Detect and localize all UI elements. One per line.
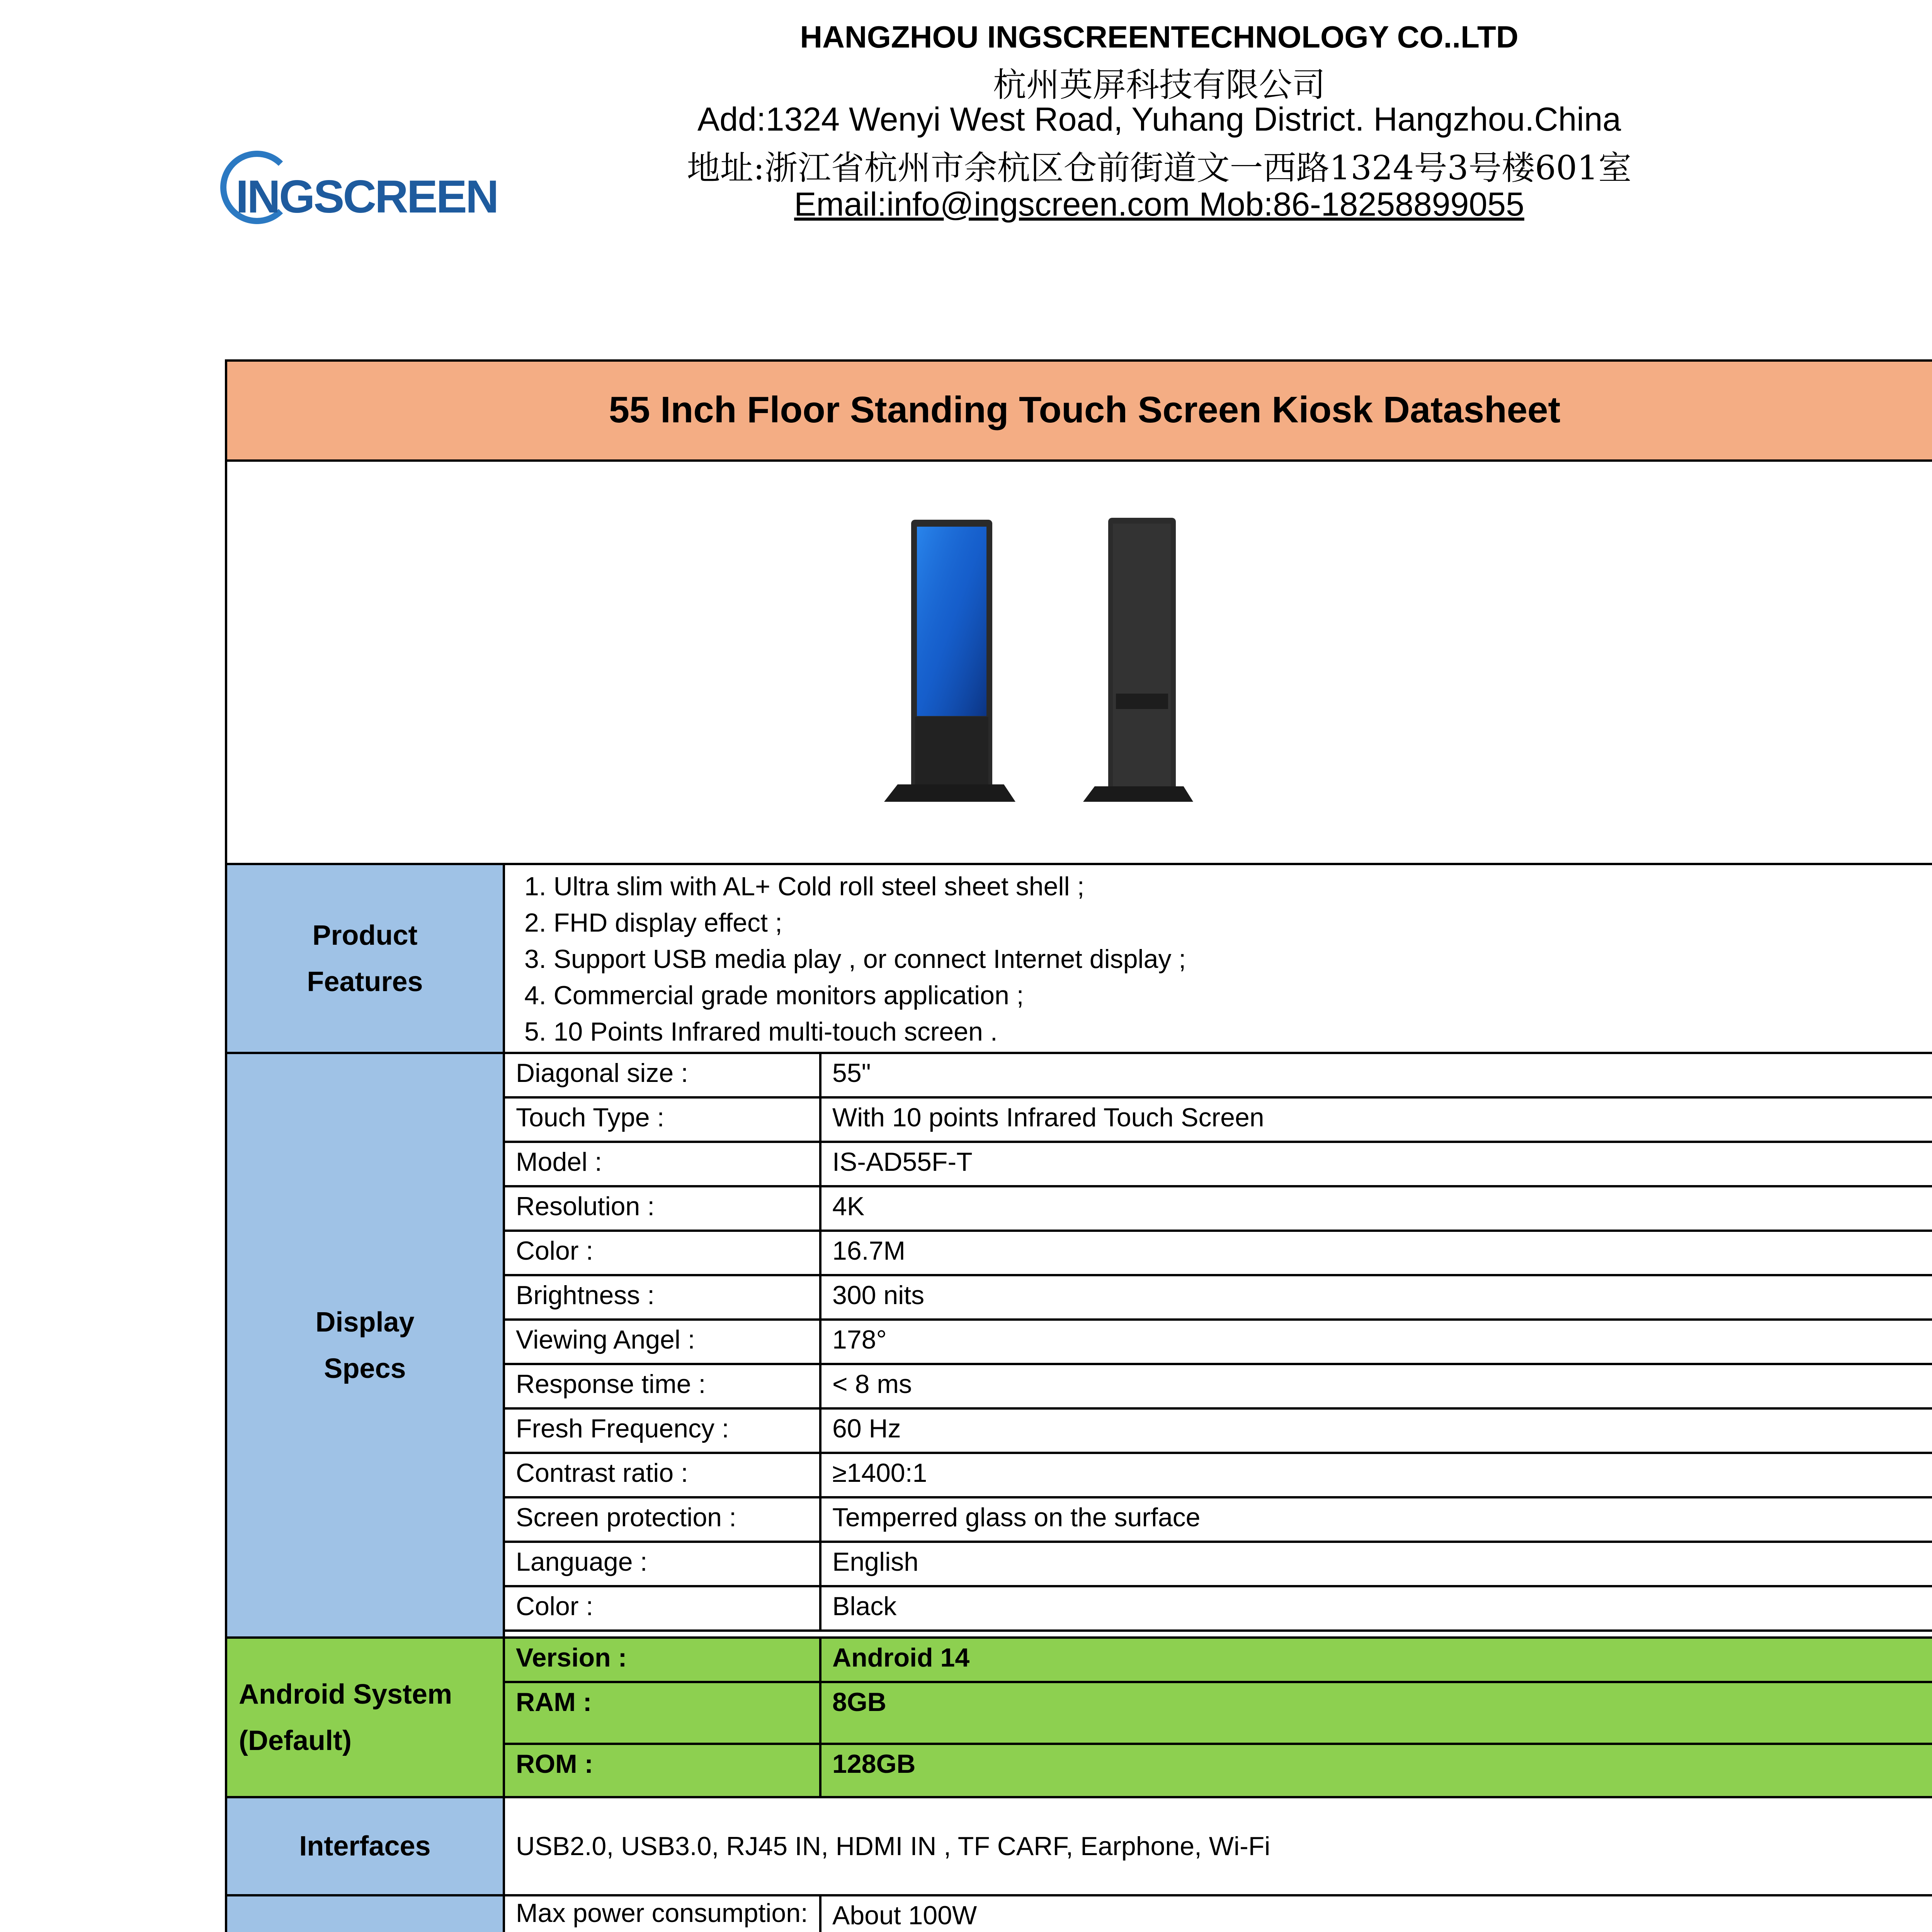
logo-text: INGSCREEN	[236, 171, 498, 223]
spec-label: Max power consumption:	[503, 1894, 821, 1932]
category-label: Android System	[239, 1679, 452, 1710]
spec-label: ROM :	[503, 1743, 821, 1798]
kiosk-front-image	[884, 520, 1015, 802]
display-specs-category	[225, 1052, 505, 1639]
spec-label: Viewing Angel :	[503, 1318, 821, 1365]
spec-value: 128GB	[819, 1743, 1932, 1798]
interfaces-category: Interfaces	[225, 1796, 505, 1896]
spec-value: ≥1400:1	[819, 1452, 1932, 1498]
category-label: (Default)	[239, 1725, 352, 1756]
header-address-cn: 地址:浙江省杭州市余杭区仓前街道文一西路1324号3号楼601室	[687, 149, 1632, 187]
category-label: Display	[315, 1306, 415, 1338]
spec-value: About 100W	[819, 1894, 1932, 1932]
spec-value: English	[819, 1541, 1932, 1587]
android-system-category	[225, 1636, 505, 1798]
spec-label: Screen protection :	[503, 1496, 821, 1543]
spec-value: < 8 ms	[819, 1363, 1932, 1410]
spec-value: 300 nits	[819, 1274, 1932, 1321]
spec-label: Model :	[503, 1141, 821, 1187]
spec-label: Resolution :	[503, 1185, 821, 1232]
spec-value: 16.7M	[819, 1230, 1932, 1276]
header-address: Add:1324 Wenyi West Road, Yuhang District. Hangzhou.China	[697, 101, 1621, 138]
power-category	[225, 1894, 505, 1932]
spec-label: Brightness :	[503, 1274, 821, 1321]
category-label: Product	[312, 920, 418, 951]
spec-value: Temperred glass on the surface	[819, 1496, 1932, 1543]
feature-item: 1. Ultra slim with AL+ Cold roll steel sheet shell ;	[524, 872, 1085, 901]
spec-label: Diagonal size :	[503, 1052, 821, 1099]
datasheet-title: 55 Inch Floor Standing Touch Screen Kiosk Datasheet	[225, 359, 1932, 462]
spec-label: Language :	[503, 1541, 821, 1587]
spec-value: IS-AD55F-T	[819, 1141, 1932, 1187]
spec-label: Response time :	[503, 1363, 821, 1410]
spec-value: 60 Hz	[819, 1407, 1932, 1454]
spec-value: 178°	[819, 1318, 1932, 1365]
header-contact[interactable]: Email:info@ingscreen.com Mob:86-18258899055	[794, 186, 1524, 223]
header-company-name-cn: 杭州英屏科技有限公司	[993, 66, 1325, 104]
spec-label: Fresh Frequency :	[503, 1407, 821, 1454]
spec-label: Touch Type :	[503, 1096, 821, 1143]
header-company-name: HANGZHOU INGSCREENTECHNOLOGY CO..LTD	[800, 20, 1519, 54]
spec-label: Contrast ratio :	[503, 1452, 821, 1498]
interfaces-value: USB2.0, USB3.0, RJ45 IN, HDMI IN , TF CARF, Earphone, Wi-Fi	[503, 1796, 1932, 1896]
product-features-list	[503, 863, 1932, 1054]
spec-value: With 10 points Infrared Touch Screen	[819, 1096, 1932, 1143]
feature-item: 3. Support USB media play , or connect Internet display ;	[524, 944, 1186, 974]
feature-item: 4. Commercial grade monitors application ;	[524, 981, 1024, 1010]
spec-label: Version :	[503, 1636, 821, 1683]
category-label: Specs	[324, 1353, 406, 1384]
spec-value: 8GB	[819, 1681, 1932, 1745]
spec-value: Android 14	[819, 1636, 1932, 1683]
kiosk-back-image	[1083, 518, 1193, 802]
spec-value: Black	[819, 1585, 1932, 1632]
category-label: Features	[307, 966, 423, 997]
product-image-area	[225, 459, 1932, 865]
feature-item: 2. FHD display effect ;	[524, 908, 782, 937]
feature-item: 5. 10 Points Infrared multi-touch screen .	[524, 1017, 998, 1046]
spec-label: Color :	[503, 1230, 821, 1276]
product-features-category	[225, 863, 505, 1054]
product-photo	[227, 462, 1932, 864]
spec-value: 4K	[819, 1185, 1932, 1232]
spec-label: RAM :	[503, 1681, 821, 1745]
spec-value: 55"	[819, 1052, 1932, 1099]
spec-label: Color :	[503, 1585, 821, 1632]
